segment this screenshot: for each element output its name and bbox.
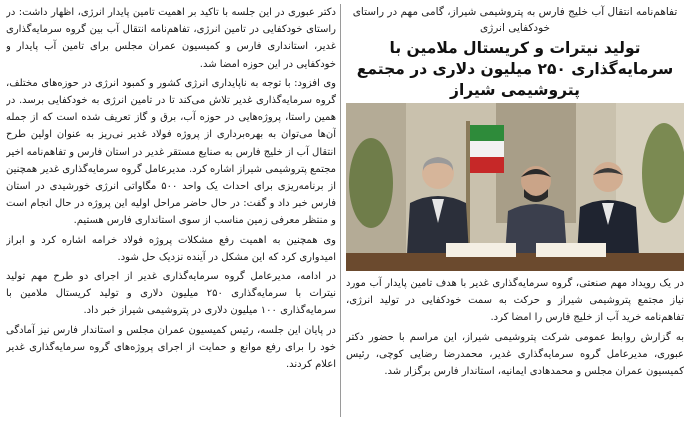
signing-ceremony-photo [346, 103, 684, 271]
column-divider [340, 4, 341, 417]
article-lead [346, 275, 684, 380]
body-paragraph-4: در ادامه، مدیرعامل گروه سرمایه‌گذاری غدیر از اجرای دو طرح مهم تولید نیترات با سرمایه‌گذاری ۲۵۰ میلیون دلاری و تولید کریستال ملامین با سرمایه‌گذاری ۱۰۰ میلیون دلاری در پتروشیمی شیراز خبر داد. [6, 271, 336, 317]
article-headline: تولید نیترات و کریستال ملامین با سرمایه‌گذاری ۲۵۰ میلیون دلاری در مجتمع پتروشیمی شیراز [356, 39, 674, 99]
body-paragraph-5: در پایان این جلسه، رئیس کمیسیون عمران مجلس و استاندار فارس نیز آمادگی خود را برای رفع موانع و حمایت از اجرای پروژه‌های گروه سرمایه‌گذاری غدیر اعلام کردند. [6, 324, 336, 371]
article-kicker: تفاهم‌نامه انتقال آب خلیج فارس به پتروشیمی شیراز، گامی مهم در راستای خودکفایی انرژی [352, 6, 678, 34]
left-column [6, 4, 336, 418]
body-paragraph-3: وی همچنین به اهمیت رفع مشکلات پروژه فولاد خرامه اشاره کرد و ابراز امیدواری کرد که این مشکل در آینده نزدیک حل شود. [6, 234, 336, 263]
lead-paragraph-1: در یک رویداد مهم صنعتی، گروه سرمایه‌گذاری غدیر با هدف تامین پایدار آب مورد نیاز مجتمع پتروشیمی شیراز و حرکت به سمت خودکفایی در تولید انرژی، تفاهم‌نامه خرید آب از خلیج فارس را امضا کرد. [346, 278, 684, 324]
right-column [346, 4, 684, 418]
lead-paragraph-2: به گزارش روابط عمومی شرکت پتروشیمی شیراز، این مراسم با حضور دکتر عبوری، مدیرعامل گروه سرمایه‌گذاری غدیر، محمدرضا رضایی کوچی، رئیس کمیسیون عمران مجلس و محمدهادی ایمانیه، استاندار فارس برگزار شد. [346, 331, 684, 378]
body-paragraph-1: دکتر عبوری در این جلسه با تاکید بر اهمیت تامین پایدار انرژی، اظهار داشت: در راستای خودکفایی در تامین انرژی، تفاهم‌نامه انتقال آب بین گروه سرمایه‌گذاری غدیر، استانداری فارس و کمیسیون عمران مجلس برای تامین آب پایدار و خودکفایی در این حوزه امضا شد. [6, 7, 336, 70]
photo-illustration [346, 103, 684, 271]
body-paragraph-2: وی افزود: با توجه به ناپایداری انرژی کشور و کمبود انرژی در حوزه‌های مختلف، گروه سرمایه‌گذاری غدیر تلاش می‌کند تا در تامین انرژی به خودکفایی برسد. در همین راستا، پروژه‌هایی در حوزه آب، برق و گاز تعریف شده است که از جمله آن‌ها می‌توان به بهره‌برداری از پروژه فولاد غدیر نی‌ریز به عنوان اولین طرح انتقال آب از خلیج فارس به صنایع مستقر غدیر در استان فارس و تفاهم‌نامه اخیر مجتمع پتروشیمی شیراز اشاره کرد. مدیرعامل گروه سرمایه‌گذاری غدیر همچنین از برنامه‌ریزی برای احداث یک واحد ۵۰۰ مگاواتی انرژی خورشیدی در استان فارس خبر داد و گفت: در حال حاضر مراحل اولیه این پروژه در حال انجام است و منتظر معرفی زمین مناسب از سوی استانداری فارس هستیم. [6, 77, 336, 227]
